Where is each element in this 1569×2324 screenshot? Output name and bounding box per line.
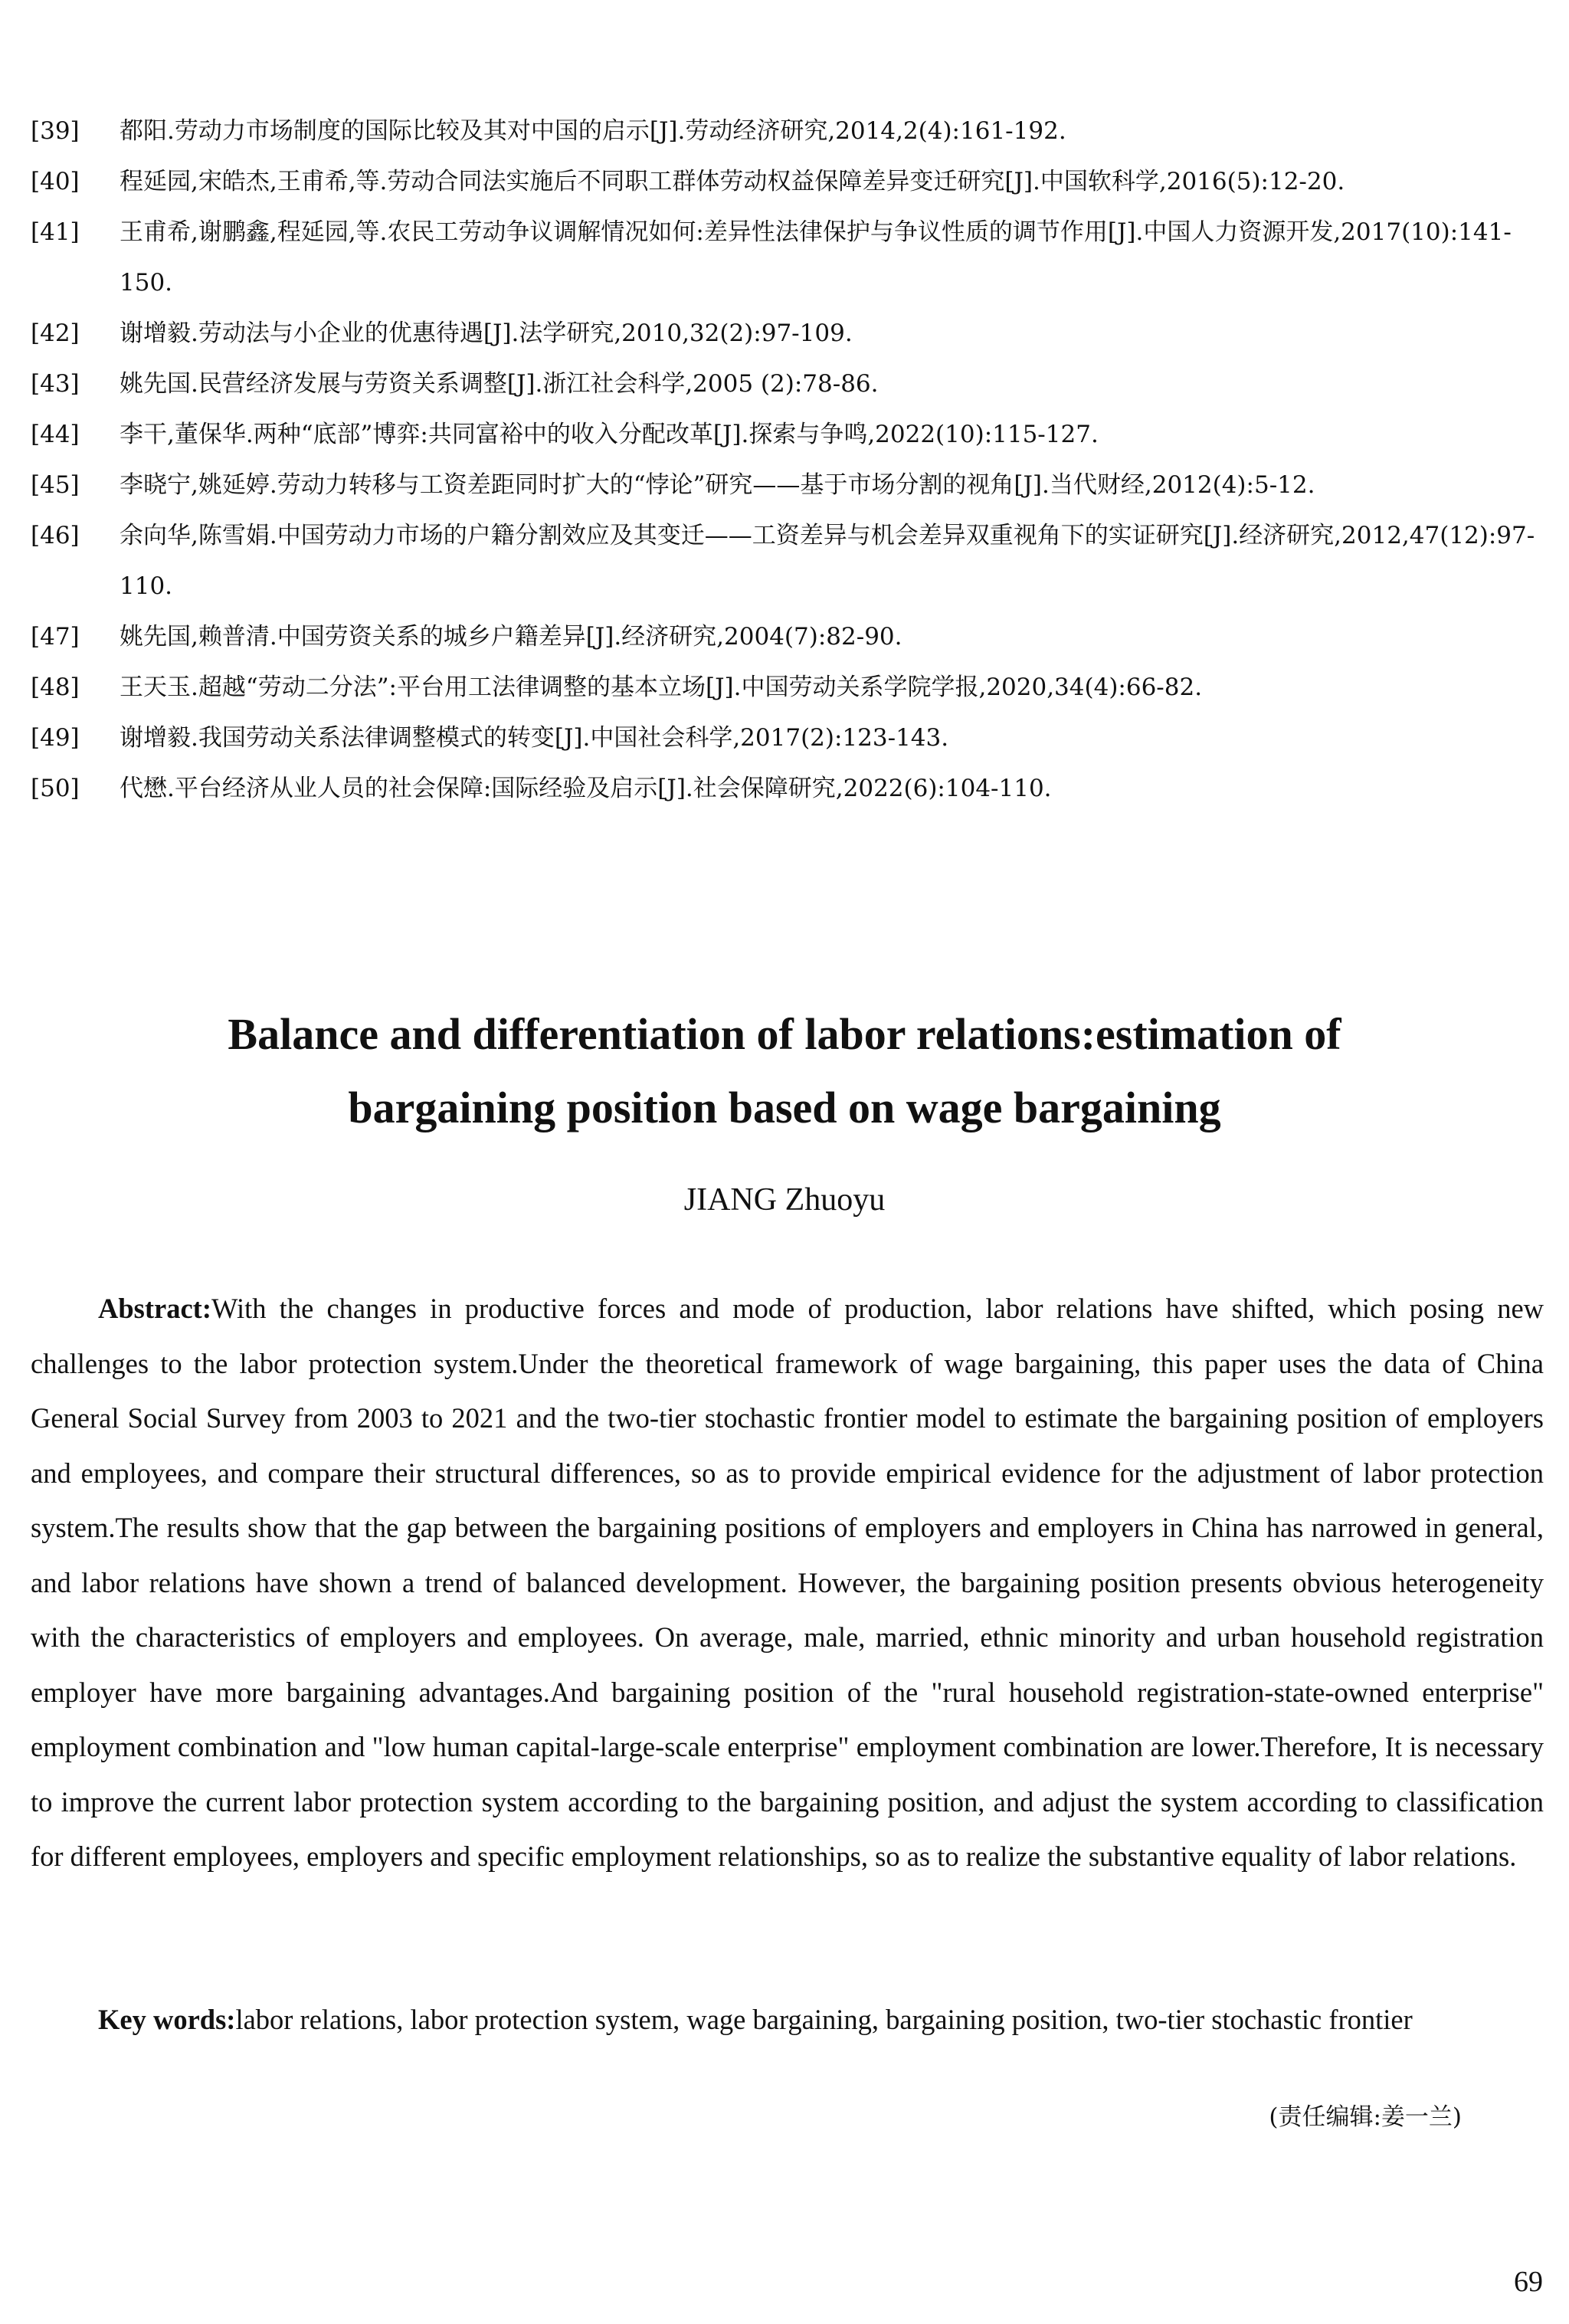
title-line-2: bargaining position based on wage bargaining bbox=[348, 1083, 1221, 1132]
reference-number: [40] bbox=[31, 168, 80, 195]
keywords-text: labor relations, labor protection system, wage bargaining, bargaining position, two-tier stochastic frontier bbox=[235, 2004, 1413, 2035]
reference-number: [46] bbox=[31, 522, 80, 549]
reference-number: [47] bbox=[31, 623, 80, 651]
title-line-1: Balance and differentiation of labor relations:estimation of bbox=[228, 1009, 1341, 1059]
reference-text: 姚先国,赖普清.中国劳资关系的城乡户籍差异[J].经济研究,2004(7):82-90. bbox=[120, 623, 902, 651]
english-title bbox=[0, 998, 1569, 1145]
reference-text: 李干,董保华.两种“底部”博弈:共同富裕中的收入分配改革[J].探索与争鸣,2022(10):115-127. bbox=[120, 421, 1099, 448]
reference-item bbox=[31, 763, 1544, 814]
abstract-paragraph bbox=[31, 1281, 1544, 1884]
reference-item bbox=[31, 460, 1544, 510]
keywords-label: Key words: bbox=[98, 2004, 236, 2035]
reference-text: 王天玉.超越“劳动二分法”:平台用工法律调整的基本立场[J].中国劳动关系学院学报,2020,34(4):66-82. bbox=[120, 674, 1203, 701]
reference-text: 谢增毅.劳动法与小企业的优惠待遇[J].法学研究,2010,32(2):97-109. bbox=[120, 320, 853, 347]
reference-number: [48] bbox=[31, 674, 80, 701]
reference-item bbox=[31, 409, 1544, 460]
author-name: JIANG Zhuoyu bbox=[683, 1182, 886, 1218]
reference-item bbox=[31, 713, 1544, 763]
reference-item bbox=[31, 611, 1544, 662]
reference-text: 谢增毅.我国劳动关系法律调整模式的转变[J].中国社会科学,2017(2):123-143. bbox=[120, 724, 949, 752]
reference-text: 程延园,宋皓杰,王甫希,等.劳动合同法实施后不同职工群体劳动权益保障差异变迁研究[J].中国软科学,2016(5):12-20. bbox=[120, 168, 1345, 195]
reference-text: 余向华,陈雪娟.中国劳动力市场的户籍分割效应及其变迁——工资差异与机会差异双重视角下的实证研究[J].经济研究,2012,47(12):97-110. bbox=[120, 522, 1535, 600]
reference-text: 李晓宁,姚延婷.劳动力转移与工资差距同时扩大的“悖论”研究——基于市场分割的视角[J].当代财经,2012(4):5-12. bbox=[120, 471, 1315, 499]
reference-item bbox=[31, 156, 1544, 207]
reference-item bbox=[31, 207, 1544, 308]
reference-text: 王甫希,谢鹏鑫,程延园,等.农民工劳动争议调解情况如何:差异性法律保护与争议性质的调节作用[J].中国人力资源开发,2017(10):141-150. bbox=[120, 218, 1512, 297]
reference-number: [44] bbox=[31, 421, 80, 448]
reference-number: [50] bbox=[31, 775, 80, 802]
keywords-paragraph bbox=[31, 1992, 1544, 2047]
reference-number: [39] bbox=[31, 117, 80, 145]
reference-number: [41] bbox=[31, 218, 80, 246]
reference-number: [42] bbox=[31, 320, 80, 347]
reference-text: 姚先国.民营经济发展与劳资关系调整[J].浙江社会科学,2005 (2):78-86. bbox=[120, 370, 879, 398]
reference-list bbox=[31, 106, 1544, 814]
abstract-label: Abstract: bbox=[98, 1293, 211, 1324]
reference-item bbox=[31, 308, 1544, 359]
abstract-text: With the changes in productive forces and mode of production, labor relations have shifted, which posing new challenges to the labor protection system.Under the theoretical framework of wage bargaining, this paper uses the data of China General Social Survey from 2003 to 2021 and the two-tier stochastic frontier model to estimate the bargaining position of employers and employees, and compare their structural differences, so as to provide empirical evidence for the adjustment of labor protection system.The results show that the gap between the bargaining positions of employers and employers in China has narrowed in general, and labor relations have shown a trend of balanced development. However, the bargaining position presents obvious heterogeneity with the characteristics of employers and employees. On average, male, married, ethnic minority and urban household registration employer have more bargaining advantages.And bargaining position of the "rural household registration-state-owned enterprise" employment combination and "low human capital-large-scale enterprise" employment combination are lower.Therefore, It is necessary to improve the current labor protection system according to the bargaining position, and adjust the system according to classification for different employees, employers and specific employment relationships, so as to realize the substantive equality of labor relations. bbox=[31, 1293, 1544, 1872]
reference-item bbox=[31, 359, 1544, 409]
reference-number: [43] bbox=[31, 370, 80, 398]
reference-text: 都阳.劳动力市场制度的国际比较及其对中国的启示[J].劳动经济研究,2014,2(4):161-192. bbox=[120, 117, 1066, 145]
responsible-editor: (责任编辑:姜一兰) bbox=[1269, 2103, 1462, 2131]
reference-item bbox=[31, 510, 1544, 611]
reference-number: [49] bbox=[31, 724, 80, 752]
reference-item bbox=[31, 662, 1544, 713]
reference-item bbox=[31, 106, 1544, 156]
page-number: 69 bbox=[1514, 2266, 1543, 2298]
reference-number: [45] bbox=[31, 471, 80, 499]
reference-text: 代懋.平台经济从业人员的社会保障:国际经验及启示[J].社会保障研究,2022(6):104-110. bbox=[120, 775, 1052, 802]
